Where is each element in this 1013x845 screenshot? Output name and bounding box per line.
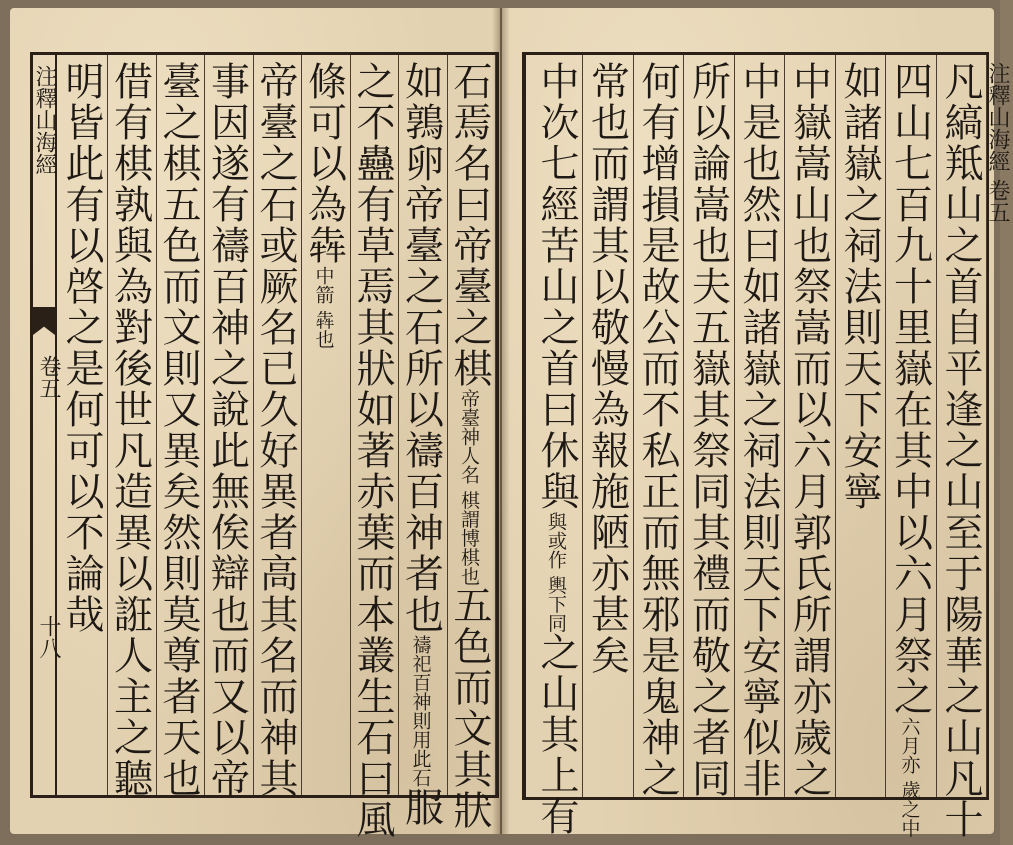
- column-rule: [350, 55, 351, 795]
- text-column: [534, 61, 581, 837]
- main-text: 事因遂有禱百神之說此無俟辯也而又以帝: [204, 61, 250, 799]
- interlinear-note: 中箭 犇也: [312, 266, 335, 349]
- text-column: [635, 61, 682, 799]
- left-banxin: [32, 55, 61, 795]
- column-rule: [398, 55, 399, 795]
- main-text: 借有棋孰與為對後世凡造異以誑人主之聽: [107, 61, 153, 799]
- main-text: 五色而文其狀: [447, 585, 492, 832]
- main-text: 之不蠱有草焉其狀如著赤葉而本叢生石曰風: [350, 61, 395, 840]
- main-text: 中次七經苦山之首曰休與: [534, 61, 579, 512]
- column-rule: [683, 55, 684, 797]
- banxin-volume: 卷五: [36, 355, 61, 399]
- column-rule: [301, 55, 302, 795]
- column-rule: [633, 55, 634, 797]
- main-text: 如諸嶽之祠法則天下安寧: [837, 61, 882, 512]
- text-column: [206, 61, 251, 799]
- text-column: [61, 61, 106, 635]
- interlinear-note: 與或作 輿下同: [545, 512, 567, 633]
- main-text: 中嶽嵩山也祭嵩而以六月郭氏所謂亦歲之: [786, 61, 832, 799]
- interlinear-note: 禱祀百神則用此石: [409, 635, 432, 787]
- main-text: 何有增損是故公而不私正而無邪是鬼神之: [635, 61, 680, 799]
- column-rule: [885, 55, 886, 797]
- main-text: 石焉名曰帝臺之棋: [447, 61, 492, 389]
- right-banxin: [982, 52, 1010, 412]
- left-text-frame: [30, 52, 499, 840]
- column-rule: [936, 55, 937, 797]
- text-column: [352, 61, 397, 840]
- text-column: [837, 61, 884, 512]
- banxin-folio: 十八: [36, 615, 61, 659]
- text-column: [584, 61, 631, 676]
- banxin-title: 注釋山海經 卷五: [985, 62, 1010, 223]
- text-column: [303, 61, 348, 348]
- text-column: [109, 61, 154, 799]
- text-column: [938, 61, 985, 840]
- text-column: [400, 61, 445, 828]
- column-rule: [734, 55, 735, 797]
- text-column: [449, 61, 494, 831]
- column-rule: [784, 55, 785, 797]
- column-rule: [107, 55, 108, 795]
- column-rule: [582, 55, 583, 797]
- main-text: 凡縞羝山之首自平逢之山至于陽華之山凡十: [938, 61, 983, 840]
- main-text: 條可以為犇: [301, 61, 347, 266]
- column-rule: [495, 55, 496, 795]
- text-column: [158, 61, 203, 799]
- main-text: 中是也然曰如諸嶽之祠法則天下安寧似非: [736, 61, 781, 799]
- main-text: 如鶉卵帝臺之石所以禱百神者也: [398, 61, 444, 635]
- column-rule: [835, 55, 836, 797]
- banxin-title: 注釋山海經: [32, 65, 57, 175]
- column-rule: [447, 55, 448, 795]
- text-column: [736, 61, 783, 799]
- fish-tail-mark-icon: [33, 307, 55, 335]
- main-text: 常也而謂其以敬慢為報施陋亦甚矣: [584, 61, 630, 676]
- text-column: [685, 61, 732, 799]
- main-text: 所以論嵩也夫五嶽其祭同其禮而敬之者同: [685, 61, 731, 799]
- main-text: 臺之棋五色而文則又異矣然則莫尊者天也: [156, 61, 201, 799]
- main-text: 之山其上有: [534, 632, 579, 838]
- main-text: 明皆此有以啓之是何可以不論哉: [59, 61, 104, 635]
- interlinear-note: 六月亦 歲之中: [898, 717, 921, 838]
- column-rule: [204, 55, 205, 795]
- interlinear-note: 帝臺神人名 棋謂博棋也: [458, 389, 480, 586]
- main-text: 帝臺之石或厥名已久好異者高其名而神其: [253, 61, 298, 799]
- text-column: [786, 61, 833, 799]
- column-rule: [156, 55, 157, 795]
- main-text: 四山七百九十里嶽在其中以六月祭之: [887, 61, 933, 717]
- right-text-frame: [522, 52, 989, 840]
- main-text: 服: [398, 787, 444, 828]
- text-column: [887, 61, 934, 837]
- column-rule: [253, 55, 254, 795]
- text-column: [255, 61, 300, 799]
